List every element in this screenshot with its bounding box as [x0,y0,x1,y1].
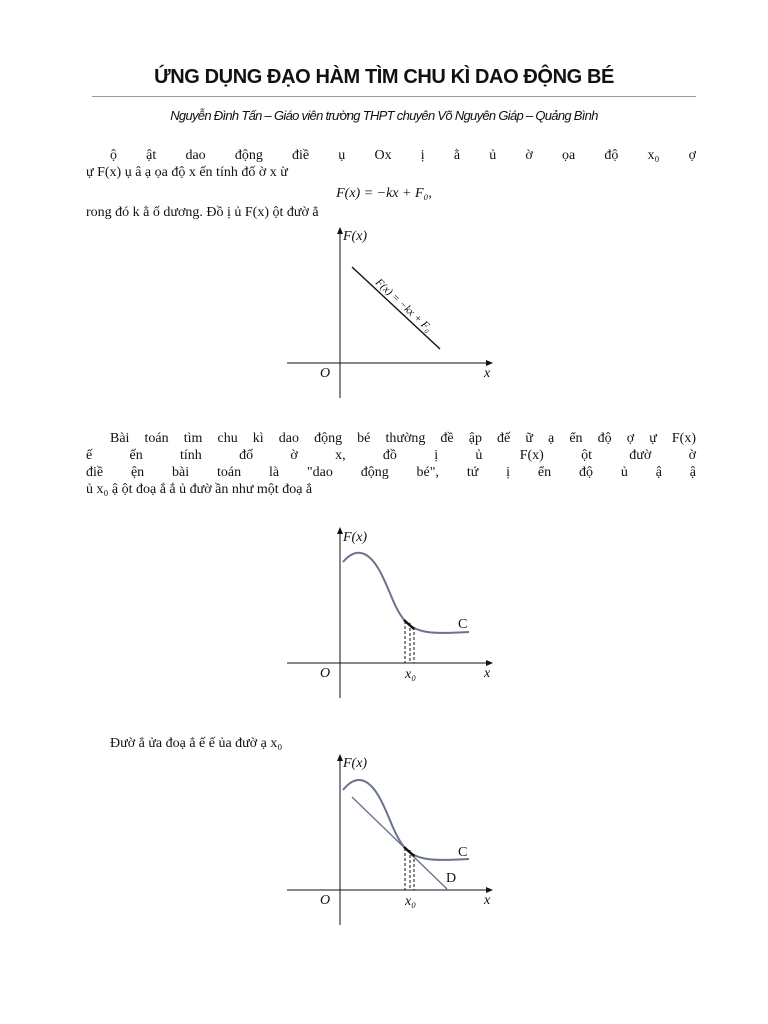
fig1-y-label: F(x) [343,229,368,244]
document-subtitle: Nguyễn Đình Tấn – Giáo viên trường THPT chuyên Võ Nguyên Giáp – Quảng Bình [170,108,598,123]
figure-1-linear-force [287,228,492,398]
fig2-origin-label: O [320,666,331,681]
fig3-x0-label: x₀ [405,894,417,909]
paragraph-3-line-1: Đườ ẳ ửa đoạ ẳ ế ế ủa đườ ạ x₀ [110,736,283,751]
paragraph-2-line-1: Bài toán tìm chu kì dao động bé thường đề ập đế ữ ạ ển độ ợ ự F(x) [110,431,696,446]
force-formula: F(x) = −kx + F₀, [336,186,432,201]
fig3-tangent-d [352,797,447,889]
paragraph-2-line-2: ế ến tính đố ờ x, đồ ị ủ F(x) ột đườ ờ [86,448,696,463]
fig2-x0-label: x₀ [405,667,417,682]
fig1-origin-label: O [320,366,331,381]
fig2-y-label: F(x) [343,530,368,545]
paragraph-1-line-1: ộ ật dao động điề ụ Ox ị ằ ủ ờ ọa độ x₀ ợ [110,148,696,163]
fig3-curve-label: C [458,845,468,860]
fig3-y-label: F(x) [343,756,368,771]
paragraph-2-line-4: ủ x₀ ậ ột đoạ ắ ắ ủ đườ ần như một đoạ ẳ [86,482,313,497]
paragraph-1-line-2: ự F(x) ụ â ạ ọa độ x ến tính đố ờ x ừ [86,165,288,180]
fig1-line-label: F(x) = −kx + F₀ [372,276,435,335]
fig3-tangent-label: D [446,871,457,886]
figure-3-curve-tangent [287,755,492,925]
fig3-x-label: x [484,893,491,908]
paragraph-2-line-3: điề ện bài toán là "dao động bé", tứ ị ển độ ủ ậ ậ [86,465,696,480]
fig1-x-label: x [484,366,491,381]
document-title: ỨNG DỤNG ĐẠO HÀM TÌM CHU KÌ DAO ĐỘNG BÉ [154,66,614,88]
figure-2-curve [287,528,492,698]
fig2-x-label: x [484,666,491,681]
paragraph-1-line-3: rong đó k ằ ố dương. Đồ ị ủ F(x) ột đườ ẳ [86,205,319,220]
fig2-curve-label: C [458,617,468,632]
fig1-force-line [352,267,440,349]
fig3-origin-label: O [320,893,331,908]
